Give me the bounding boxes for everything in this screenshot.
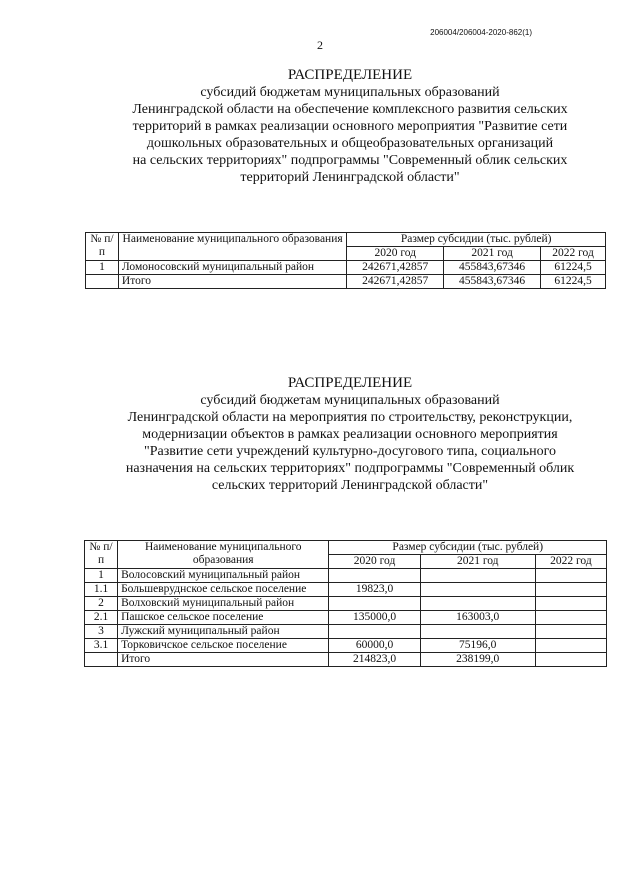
row-value: 135000,0 [329,611,420,625]
row-no [86,275,119,289]
table-row [86,275,606,289]
document-number: 206004/206004-2020-862(1) [430,28,532,37]
row-value: 455843,67346 [444,261,541,275]
header-name: Наименование муниципального образования [118,541,329,569]
section2-heading: РАСПРЕДЕЛЕНИЕ [287,375,413,391]
header-no: № п/п [85,541,118,569]
section2-title-line: Ленинградской области на мероприятия по строительству, реконструкции, [127,410,573,425]
table-header-row [85,541,607,555]
header-year: 2021 год [444,247,541,261]
row-value [535,625,606,639]
row-name: Ломоносовский муниципальный район [118,261,346,275]
row-value [535,611,606,625]
row-value: 242671,42857 [347,261,444,275]
row-value: 61224,5 [541,261,606,275]
row-value: 60000,0 [329,639,420,653]
row-value: 19823,0 [329,583,420,597]
row-value [535,639,606,653]
row-value [420,625,535,639]
table-row [85,597,607,611]
section1-title-line: дошкольных образовательных и общеобразовательных организаций [146,136,554,151]
table-row [85,611,607,625]
row-value [420,597,535,611]
row-no [85,653,118,667]
row-no: 2 [85,597,118,611]
row-value: 455843,67346 [444,275,541,289]
row-value [420,569,535,583]
section1-title [60,66,640,186]
table-row [85,583,607,597]
row-value [535,597,606,611]
header-no: № п/п [86,233,119,261]
header-amount: Размер субсидии (тыс. рублей) [329,541,607,555]
section2-title-line: модернизации объектов в рамках реализации основного мероприятия [142,427,558,442]
row-value [535,583,606,597]
row-name: Большевруднское сельское поселение [118,583,329,597]
row-no: 1.1 [85,583,118,597]
header-year: 2022 год [541,247,606,261]
row-name: Волховский муниципальный район [118,597,329,611]
section1-table [85,232,606,289]
row-value [329,597,420,611]
row-no: 3 [85,625,118,639]
section1-title-line: территорий в рамках реализации основного мероприятия "Развитие сети [132,119,568,134]
row-no: 1 [85,569,118,583]
row-value: 214823,0 [329,653,420,667]
row-value: 163003,0 [420,611,535,625]
row-value: 75196,0 [420,639,535,653]
section2-title-line: сельских территорий Ленинградской области" [211,478,489,493]
section1-title-line: субсидий бюджетам муниципальных образований [200,85,500,100]
section1-heading: РАСПРЕДЕЛЕНИЕ [287,67,413,83]
header-year: 2021 год [420,555,535,569]
table-row [85,639,607,653]
page-number: 2 [317,38,323,52]
row-name: Лужский муниципальный район [118,625,329,639]
row-name: Торковичское сельское поселение [118,639,329,653]
row-value [535,653,606,667]
section1-title-line: Ленинградской области на обеспечение комплексного развития сельских [132,102,568,117]
section1-title-line: территорий Ленинградской области" [240,170,460,185]
header-year: 2022 год [535,555,606,569]
row-no: 3.1 [85,639,118,653]
table-row [85,653,607,667]
table-row [86,261,606,275]
row-name: Волосовский муниципальный район [118,569,329,583]
section1-title-line: на сельских территориях" подпрограммы "Современный облик сельских [132,153,568,168]
row-name: Пашское сельское поселение [118,611,329,625]
header-amount: Размер субсидии (тыс. рублей) [347,233,606,247]
section2-title-line: "Развитие сети учреждений культурно-досугового типа, социального [144,444,556,459]
section2-table [84,540,607,667]
table-row [85,569,607,583]
section2-title-line: назначения на сельских территориях" подпрограммы "Современный облик [125,461,575,476]
section2-title [60,374,640,494]
row-value [535,569,606,583]
section2-title-line: субсидий бюджетам муниципальных образований [200,393,500,408]
row-value: 238199,0 [420,653,535,667]
table-header-row [86,233,606,247]
row-name: Итого [118,653,329,667]
row-value [420,583,535,597]
row-name: Итого [118,275,346,289]
row-no: 2.1 [85,611,118,625]
header-name: Наименование муниципального образования [118,233,346,261]
row-value: 61224,5 [541,275,606,289]
row-value [329,569,420,583]
table-row [85,625,607,639]
row-value [329,625,420,639]
row-no: 1 [86,261,119,275]
header-year: 2020 год [329,555,420,569]
header-year: 2020 год [347,247,444,261]
row-value: 242671,42857 [347,275,444,289]
